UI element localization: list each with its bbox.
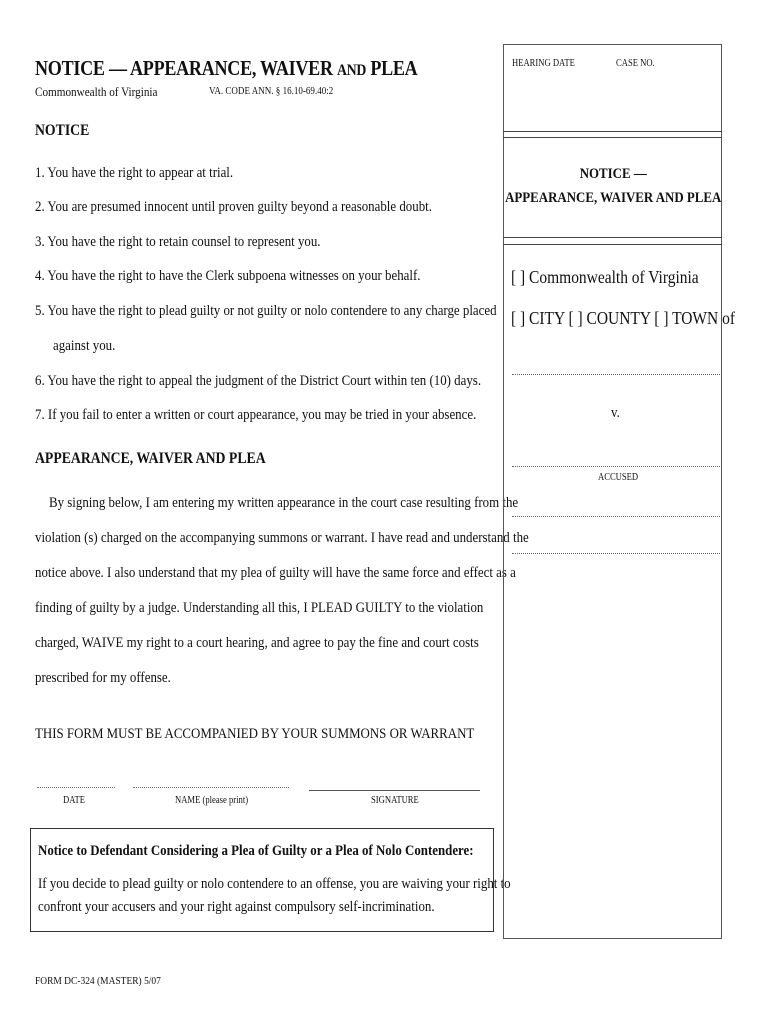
panel-title-line2: APPEARANCE, WAIVER AND PLEA <box>505 190 722 206</box>
panel-divider <box>503 137 722 138</box>
name-line[interactable] <box>133 787 289 788</box>
title-main: NOTICE — APPEARANCE, WAIVER <box>35 56 333 80</box>
appearance-line: violation (s) charged on the accompanying summons or warrant. I have read and understand the <box>35 530 529 546</box>
notice-item: 2. You are presumed innocent until proven guilty beyond a reasonable doubt. <box>35 199 432 215</box>
notice-item: 6. You have the right to appeal the judgment of the District Court within ten (10) days. <box>35 373 482 389</box>
appearance-line: finding of guilty by a judge. Understanding all this, I PLEAD GUILTY to the violation <box>35 600 484 616</box>
panel-divider <box>503 244 722 245</box>
appearance-line: notice above. I also understand that my plea of guilty will have the same force and effect as a <box>35 565 516 581</box>
form-number: FORM DC-324 (MASTER) 5/07 <box>35 975 161 987</box>
accused-line[interactable] <box>512 466 720 467</box>
signature-line[interactable] <box>309 790 480 791</box>
code-reference: VA. CODE ANN. § 16.10-69.40:2 <box>209 86 334 97</box>
date-line[interactable] <box>37 787 115 788</box>
plaintiff-line[interactable] <box>512 374 720 375</box>
signature-label: SIGNATURE <box>371 795 419 806</box>
panel-divider <box>503 237 722 238</box>
accused-line-3[interactable] <box>512 553 720 554</box>
defendant-notice-heading: Notice to Defendant Considering a Plea of Guilty or a Plea of Nolo Contendere: <box>38 843 474 859</box>
notice-item: 4. You have the right to have the Clerk subpoena witnesses on your behalf. <box>35 268 421 284</box>
jurisdiction-checkboxes[interactable]: [ ] CITY [ ] COUNTY [ ] TOWN of <box>511 308 735 328</box>
notice-heading: NOTICE <box>35 122 90 139</box>
title-and: AND <box>337 62 367 79</box>
appearance-line: charged, WAIVE my right to a court hearing, and agree to pay the fine and court costs <box>35 635 479 651</box>
appearance-line: By signing below, I am entering my written appearance in the court case resulting from the <box>49 495 519 511</box>
accused-line-2[interactable] <box>512 516 720 517</box>
hearing-date-label: HEARING DATE <box>512 58 575 69</box>
versus-label: v. <box>611 405 620 421</box>
subtitle: Commonwealth of Virginia <box>35 84 158 99</box>
notice-item: 5. You have the right to plead guilty or not guilty or nolo contendere to any charge placed <box>35 303 497 319</box>
defendant-notice-line: confront your accusers and your right against compulsory self-incrimination. <box>38 899 435 915</box>
commonwealth-checkbox[interactable]: [ ] Commonwealth of Virginia <box>511 267 699 287</box>
title-end: PLEA <box>370 56 418 80</box>
date-label: DATE <box>63 795 85 806</box>
notice-item: 7. If you fail to enter a written or court appearance, you may be tried in your absence. <box>35 407 477 423</box>
panel-divider <box>503 131 722 132</box>
appearance-line: prescribed for my offense. <box>35 670 171 686</box>
appearance-heading: APPEARANCE, WAIVER AND PLEA <box>35 450 266 467</box>
case-no-label: CASE NO. <box>616 58 655 69</box>
page-title <box>35 56 417 81</box>
notice-item: 3. You have the right to retain counsel to represent you. <box>35 234 321 250</box>
accused-label: ACCUSED <box>598 472 639 483</box>
panel-title-line1: NOTICE — <box>579 166 647 182</box>
accompany-notice: THIS FORM MUST BE ACCOMPANIED BY YOUR SUMMONS OR WARRANT <box>35 726 475 742</box>
notice-item-continued: against you. <box>53 338 116 354</box>
defendant-notice-line: If you decide to plead guilty or nolo contendere to an offense, you are waiving your right to <box>38 876 511 892</box>
name-label: NAME (please print) <box>175 795 249 806</box>
notice-item: 1. You have the right to appear at trial. <box>35 165 234 181</box>
